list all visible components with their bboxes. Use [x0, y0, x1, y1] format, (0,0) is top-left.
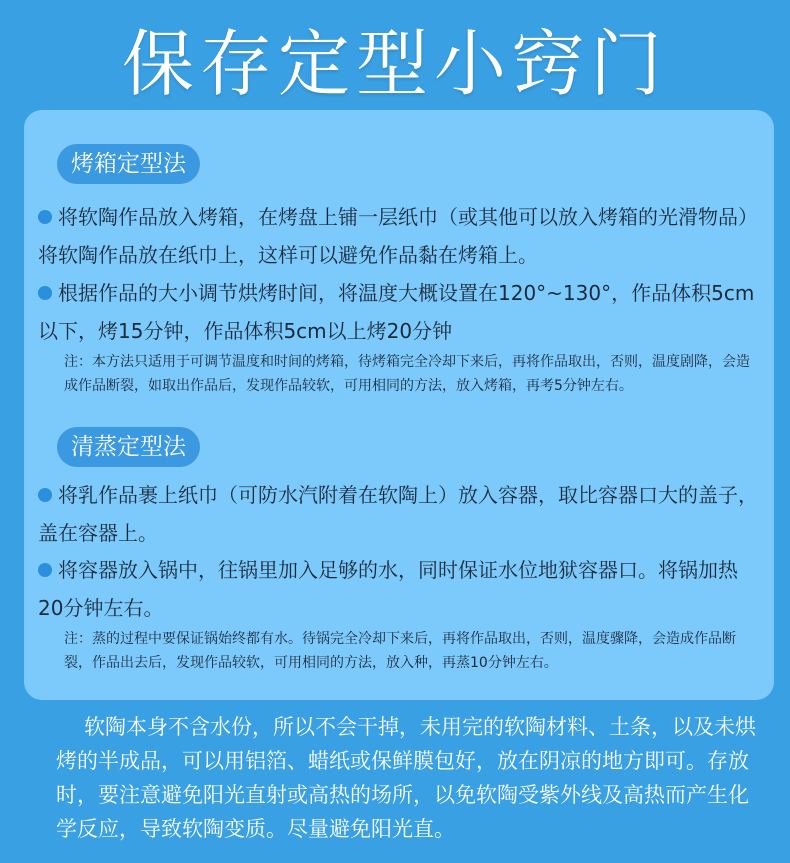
bullet-icon — [38, 488, 52, 502]
list-item — [38, 476, 758, 552]
storage-paragraph: 软陶本身不含水份，所以不会干掉，未用完的软陶材料、土条，以及未烘烤的半成品，可以用铝箔、蜡纸或保鲜膜包好，放在阴凉的地方即可。存放时，要注意避免阳光直射或高热的场所，以免软陶受紫外线及高热而产生化学反应，导致软陶变质。尽量避免阳光直。 — [56, 715, 756, 841]
section-label-steam: 清蒸定型法 — [57, 427, 200, 467]
page-title: 保存定型小窍门 — [121, 22, 668, 106]
list-item-text: 将乳作品裹上纸巾（可防水汽附着在软陶上）放入容器，取比容器口大的盖子，盖在容器上。 — [38, 483, 758, 545]
bullet-icon — [38, 286, 52, 300]
list-item-text: 将软陶作品放入烤箱，在烤盘上铺一层纸巾（或其他可以放入烤箱的光滑物品）将软陶作品放在纸巾上，这样可以避免作品黏在烤箱上。 — [38, 205, 758, 267]
list-item — [38, 551, 758, 627]
tips-card — [24, 110, 774, 700]
list-item-text: 将容器放入锅中，往锅里加入足够的水，同时保证水位地狱容器口。将锅加热20分钟左右。 — [38, 558, 738, 620]
note-oven: 注：本方法只适用于可调节温度和时间的烤箱，待烤箱完全冷却下来后，再将作品取出，否则，温度剧降，会造成作品断裂，如取出作品后，发现作品较软，可用相同的方法，放入烤箱，再考5分钟左右。 — [64, 354, 750, 394]
bullet-icon — [38, 563, 52, 577]
list-item — [38, 198, 758, 274]
section-label-oven: 烤箱定型法 — [57, 144, 200, 184]
list-item-text: 根据作品的大小调节烘烤时间，将温度大概设置在120°~130°，作品体积5cm以下，烤15分钟，作品体积5cm以上烤20分钟 — [38, 281, 755, 343]
bullet-icon — [38, 210, 52, 224]
list-item — [38, 274, 758, 350]
note-steam: 注：蒸的过程中要保证锅始终都有水。待锅完全冷却下来后，再将作品取出，否则，温度骤降，会造成作品断裂，作品出去后，发现作品较软，可用相同的方法，放入种，再蒸10分钟左右。 — [64, 631, 736, 671]
